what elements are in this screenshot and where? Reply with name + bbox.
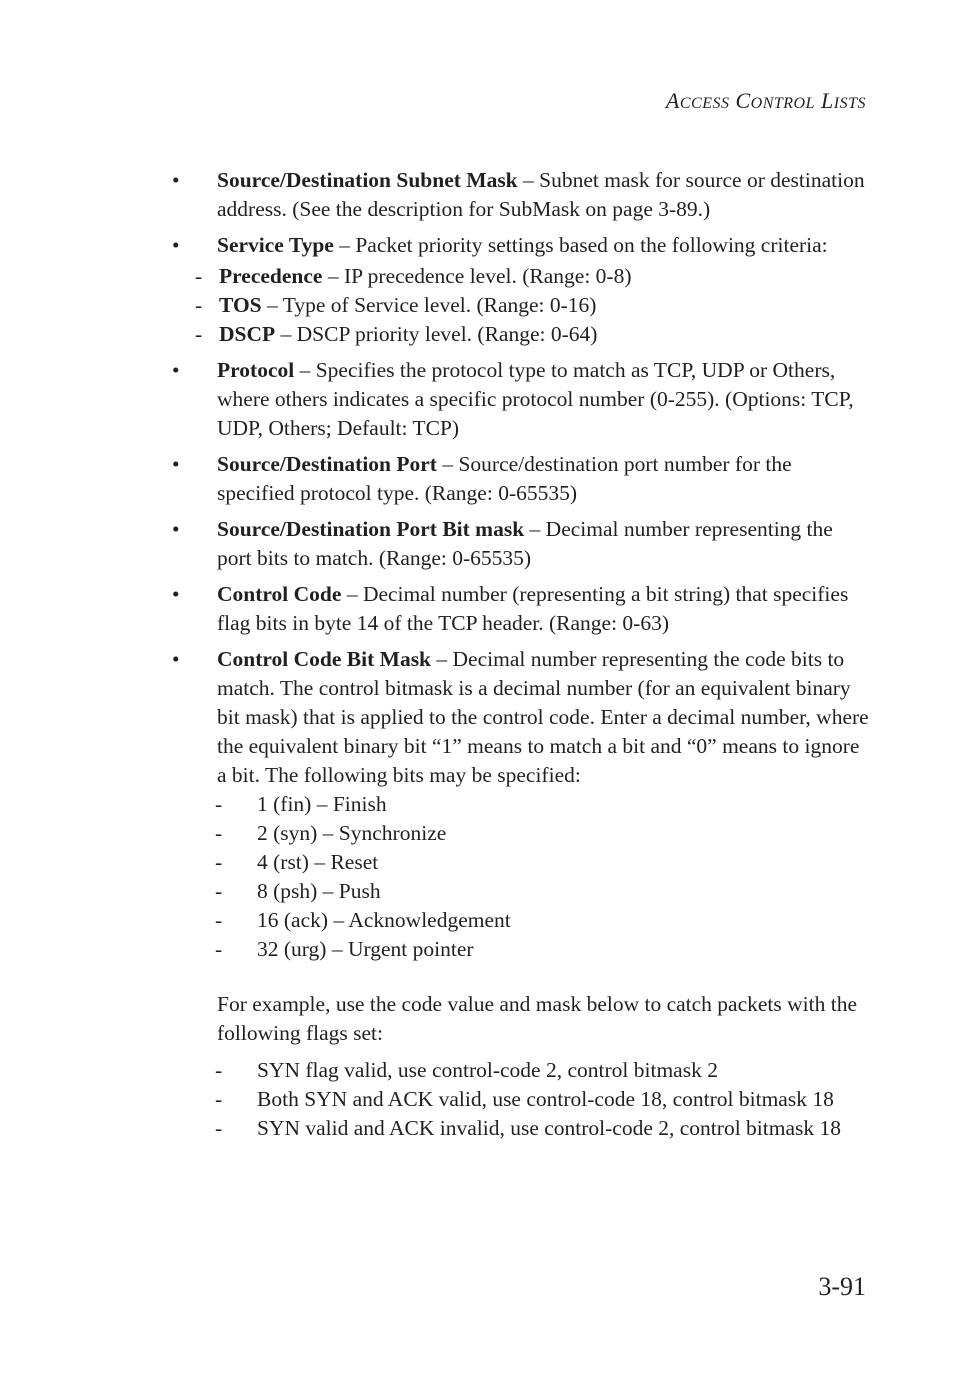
description: – Source/destination port number for the specified protocol type. (Range: 0-65535) [217,452,792,505]
list-item-subnet-mask [172,166,872,224]
bullet: • [172,168,180,192]
list-item-port-bitmask [172,515,872,573]
bit-item: - 16 (ack) – Acknowledgement [215,908,511,932]
description: – Decimal number representing the code bits to match. The control bitmask is a decimal number (for an equivalent binary bit mask) that is applied to the control code. Enter a decimal number, where the equivalent binary bit “1” means to match a bit and “0” means to ignore a bit. The following bits may be specified: [217,647,869,787]
description: – Specifies the protocol type to match as TCP, UDP or Others, where others indicates a specific protocol number (0-255). (Options: TCP, UDP, Others; Default: TCP) [217,358,854,440]
term: Control Code Bit Mask [217,647,432,671]
sub-item-dscp: - DSCP – DSCP priority level. (Range: 0-64) [195,322,598,346]
example-intro: For example, use the code value and mask below to catch packets with the following flags set: [217,992,858,1045]
sub-item-precedence: - Precedence – IP precedence level. (Range: 0-8) [195,264,632,288]
example-item: - SYN valid and ACK invalid, use control-code 2, control bitmask 18 [215,1116,841,1140]
bit-item: - 32 (urg) – Urgent pointer [215,937,474,961]
bullet: • [172,452,180,476]
list-item-service-type [172,231,872,349]
sub-item-tos: - TOS – Type of Service level. (Range: 0-16) [195,293,597,317]
bullet: • [172,233,180,257]
example-item: - SYN flag valid, use control-code 2, control bitmask 2 [215,1058,718,1082]
bit-item: - 4 (rst) – Reset [215,850,379,874]
term: Protocol [217,358,295,382]
description: – Decimal number (representing a bit string) that specifies flag bits in byte 14 of the TCP header. (Range: 0-63) [217,582,849,635]
description: – Packet priority settings based on the following criteria: [333,233,828,257]
term: Service Type [217,233,334,257]
bullet: • [172,517,180,541]
bit-item: - 1 (fin) – Finish [215,792,387,816]
list-item-control-code [172,580,872,638]
page-number: 3-91 [818,1272,866,1301]
term: Source/Destination Subnet Mask [217,168,518,192]
list-item-protocol [172,356,872,443]
term: Source/Destination Port [217,452,437,476]
bullet: • [172,358,180,382]
term: Control Code [217,582,342,606]
term: Source/Destination Port Bit mask [217,517,525,541]
bullet: • [172,647,180,671]
bullet: • [172,582,180,606]
description: – Subnet mask for source or destination address. (See the description for SubMask on page 3-89.) [217,168,865,221]
bit-item: - 2 (syn) – Synchronize [215,821,447,845]
list-item-control-code-bitmask [172,645,872,1143]
description: – Decimal number representing the port bits to match. (Range: 0-65535) [217,517,833,570]
bit-item: - 8 (psh) – Push [215,879,381,903]
running-header: ACCESS CONTROL LISTS [665,88,866,113]
body-content [172,166,872,1150]
example-item: - Both SYN and ACK valid, use control-code 18, control bitmask 18 [215,1087,834,1111]
list-item-port [172,450,872,508]
